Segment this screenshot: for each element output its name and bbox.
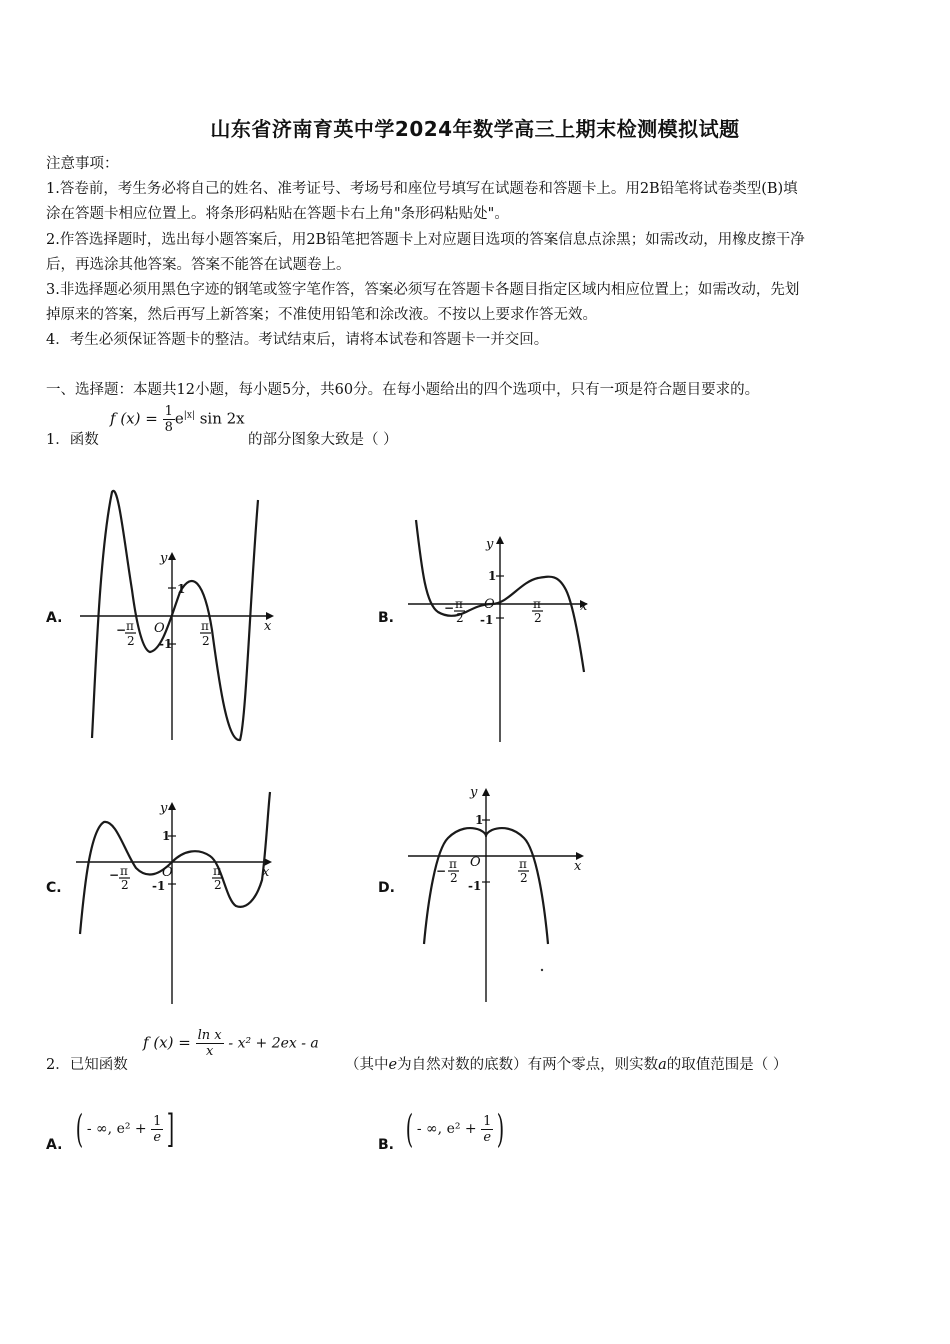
- label-two: 2: [520, 871, 528, 885]
- q1-lhs: f (x) =: [110, 409, 158, 428]
- note-line: 后，再选涂其他答案。答案不能答在试题卷上。: [46, 257, 351, 273]
- q1-option-c-label: C.: [46, 880, 62, 896]
- q2-formula: [143, 1028, 319, 1059]
- label-minus: −: [444, 601, 455, 615]
- label-minus: −: [116, 623, 127, 637]
- label-origin: O: [162, 865, 173, 880]
- q1-option-d-graph: [404, 780, 594, 1010]
- label-two: 2: [202, 634, 210, 648]
- label-pi: π: [213, 864, 221, 878]
- y-axis-arrow: [168, 802, 176, 810]
- label-minus: −: [109, 868, 120, 882]
- section-heading: 一、选择题：本题共12小题，每小题5分，共60分。在每小题给出的四个选项中，只有一项是符合题目要求的。: [46, 382, 760, 398]
- label-two: 2: [456, 611, 464, 625]
- label-two: 2: [214, 878, 222, 892]
- page-title: 山东省济南育英中学2024年数学高三上期末检测模拟试题: [210, 117, 740, 141]
- label-pi: π: [126, 619, 134, 633]
- label-x: x: [580, 599, 588, 614]
- q2-option-b-label: B.: [378, 1137, 394, 1153]
- label-neg-one: -1: [480, 613, 494, 627]
- label-pi: π: [455, 597, 463, 611]
- q1-option-b-graph: [408, 512, 598, 747]
- note-line: 4．考生必须保证答题卡的整洁。考试结束后，请将本试卷和答题卡一并交回。: [46, 332, 549, 348]
- label-two: 2: [534, 611, 542, 625]
- q2-prefix: 2．已知函数: [46, 1057, 128, 1073]
- q1-suffix: 的部分图象大致是（ ）: [248, 432, 398, 448]
- q2-suffix: （其中e为自然对数的底数）有两个零点，则实数a的取值范围是（ ）: [345, 1057, 788, 1073]
- q1-prefix: 1．函数: [46, 432, 99, 448]
- label-pi: π: [201, 619, 209, 633]
- label-origin: O: [470, 855, 481, 870]
- q1-exp-sup: |x|: [183, 410, 195, 421]
- q1-exp-base: e: [174, 409, 184, 428]
- label-neg-one: -1: [152, 879, 166, 893]
- label-y: y: [160, 801, 168, 816]
- q2-option-b-interval: ( - ∞, e² + $\frac{1}{e}$ ): [405, 1107, 505, 1151]
- y-axis-arrow: [482, 788, 490, 796]
- label-y: y: [160, 551, 168, 566]
- label-one: 1: [488, 569, 497, 583]
- label-origin: O: [154, 621, 165, 636]
- label-x: x: [262, 865, 270, 880]
- label-two: 2: [121, 878, 129, 892]
- note-line: 1.答卷前，考生务必将自己的姓名、准考证号、考场号和座位号填写在试题卷和答题卡上。用2B铅笔将试卷类型(B)填: [46, 181, 798, 197]
- label-minus: −: [436, 864, 447, 878]
- note-line: 3.非选择题必须用黑色字迹的钢笔或签字笔作答，答案必须写在答题卡各题目指定区域内相应位置上；如需改动，先划: [46, 282, 800, 298]
- label-y: y: [486, 537, 494, 552]
- q1-option-d-label: D.: [378, 880, 395, 896]
- q1-tail: sin 2x: [199, 409, 245, 428]
- label-pi: π: [120, 864, 128, 878]
- note-line: 2.作答选择题时，选出每小题答案后，用2B铅笔把答题卡上对应题目选项的答案信息点涂黑；如需改动，用橡皮擦干净: [46, 232, 805, 248]
- q2-fraction: $\frac{\text{ln x}}{x}$: [197, 1028, 222, 1059]
- label-neg-one: -1: [159, 637, 173, 651]
- label-pi: π: [533, 597, 541, 611]
- notes-heading: 注意事项：: [46, 156, 119, 172]
- y-axis-arrow: [496, 536, 504, 544]
- label-x: x: [264, 619, 272, 634]
- label-neg-one: -1: [468, 879, 482, 893]
- label-one: 1: [475, 813, 484, 827]
- label-one: 1: [162, 829, 171, 843]
- q1-fraction: $\frac{1}{8}$: [164, 404, 173, 435]
- label-x: x: [574, 859, 582, 874]
- y-axis-arrow: [168, 552, 176, 560]
- label-one: 1: [177, 582, 186, 596]
- q2-lhs: f (x) =: [143, 1033, 191, 1052]
- label-pi: π: [519, 857, 527, 871]
- q2-rest: - x² + 2ex - a: [228, 1035, 319, 1052]
- label-y: y: [470, 785, 478, 800]
- note-line: 涂在答题卡相应位置上。将条形码粘贴在答题卡右上角"条形码粘贴处"。: [46, 206, 509, 222]
- q2-option-a-label: A.: [46, 1137, 63, 1153]
- q1-formula: [110, 404, 245, 435]
- note-line: 掉原来的答案，然后再写上新答案；不准使用铅笔和涂改液。不按以上要求作答无效。: [46, 307, 597, 323]
- q1-option-b-label: B.: [378, 610, 394, 626]
- q1-option-a-graph: [80, 480, 280, 750]
- label-two: 2: [127, 634, 135, 648]
- label-origin: O: [484, 597, 495, 612]
- q2-option-a-interval: ( - ∞, e² + $\frac{1}{e}$ ]: [75, 1107, 175, 1151]
- q1-option-a-label: A.: [46, 610, 63, 626]
- label-pi: π: [449, 857, 457, 871]
- label-two: 2: [450, 871, 458, 885]
- speck: [541, 969, 543, 971]
- q1-option-c-graph: [76, 790, 276, 1010]
- curve: [80, 792, 270, 934]
